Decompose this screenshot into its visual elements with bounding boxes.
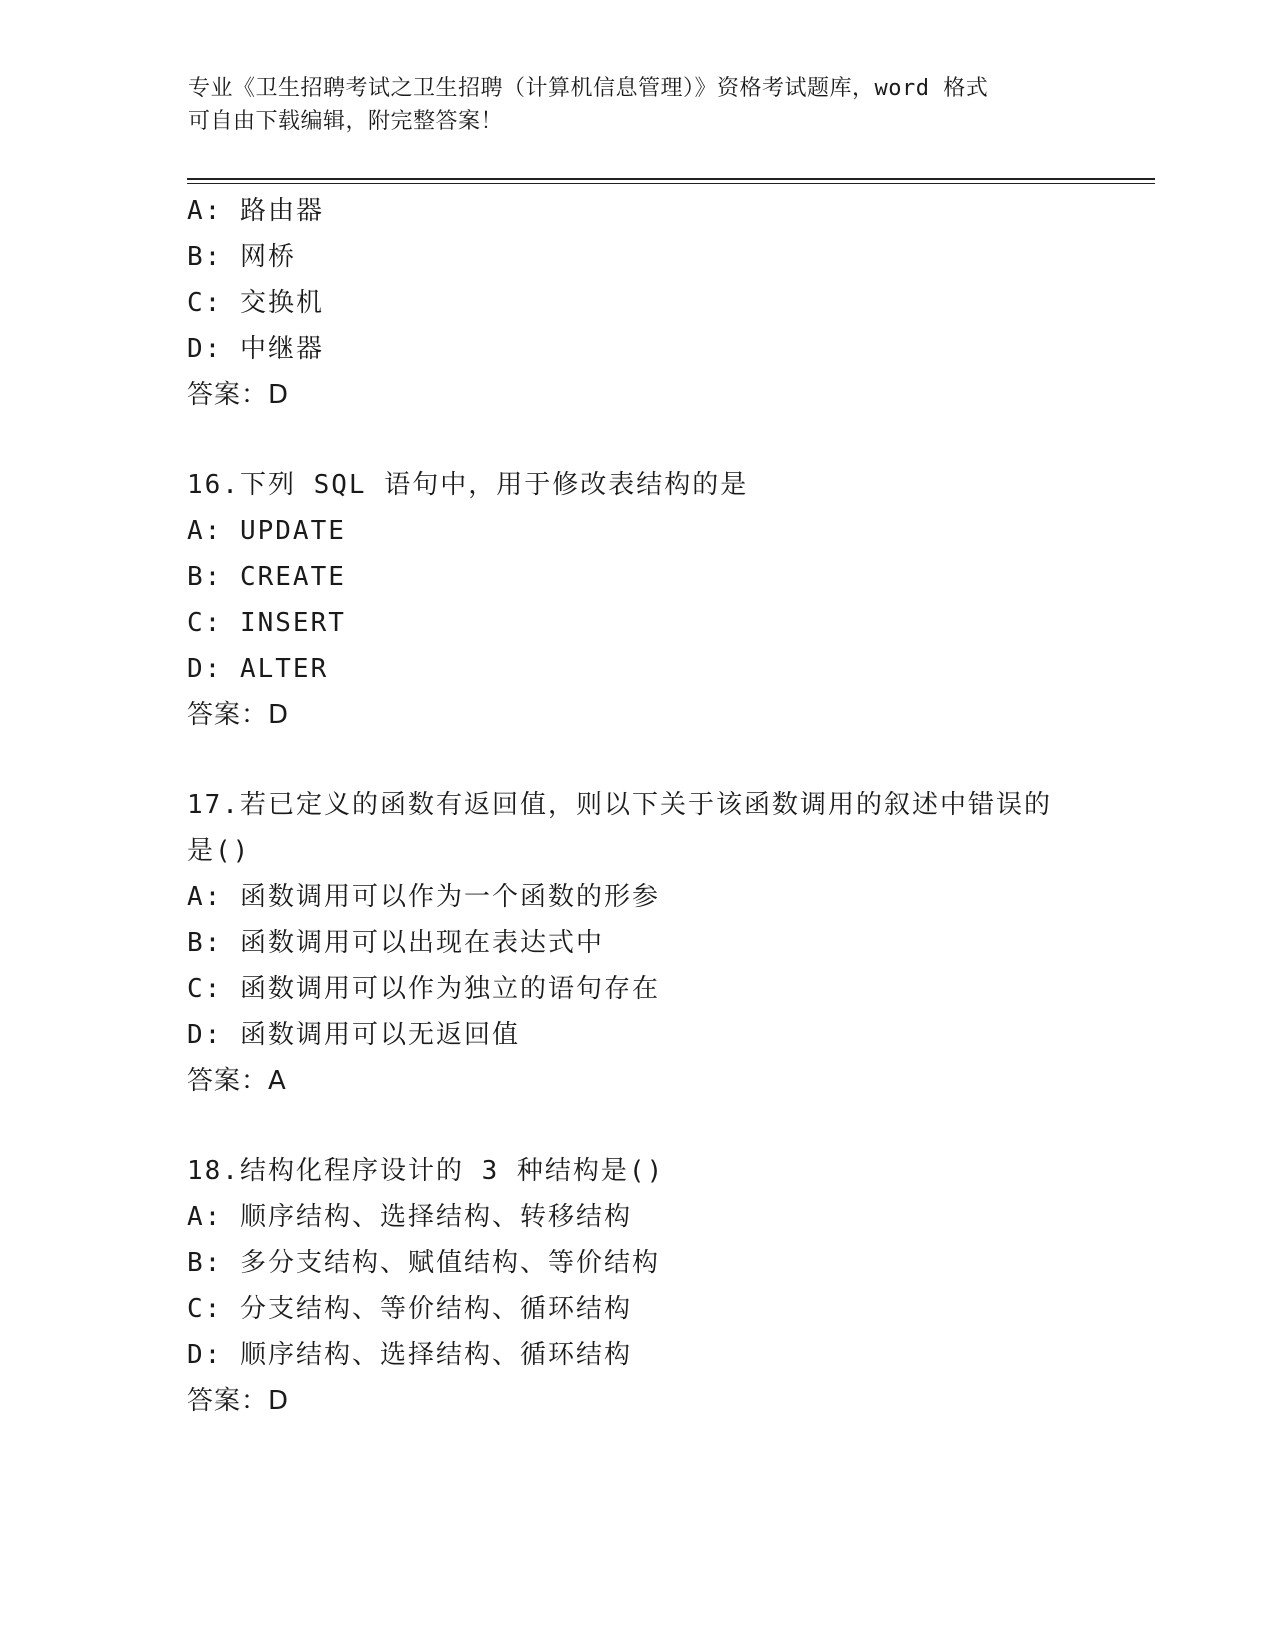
question-15 xyxy=(187,188,1147,418)
question-title: 16.下列 SQL 语句中，用于修改表结构的是 xyxy=(187,470,749,500)
question-18 xyxy=(187,1148,1147,1424)
option-a: A: 函数调用可以作为一个函数的形参 xyxy=(187,882,660,912)
header-divider xyxy=(187,178,1155,180)
option-a: A: 路由器 xyxy=(187,196,324,226)
option-c: C: 分支结构、等价结构、循环结构 xyxy=(187,1294,632,1324)
header-line-1: 专业《卫生招聘考试之卫生招聘（计算机信息管理）》资格考试题库，word 格式 xyxy=(188,76,989,101)
page-header xyxy=(188,72,1088,138)
header-line-2: 可自由下载编辑，附完整答案！ xyxy=(188,109,504,134)
option-d: D: 函数调用可以无返回值 xyxy=(187,1020,520,1050)
answer: 答案：D xyxy=(187,700,290,730)
question-17 xyxy=(187,782,1147,1104)
option-b: B: 网桥 xyxy=(187,242,296,272)
option-b: B: 多分支结构、赋值结构、等价结构 xyxy=(187,1248,660,1278)
option-d: D: 顺序结构、选择结构、循环结构 xyxy=(187,1340,632,1370)
question-title: 18.结构化程序设计的 3 种结构是() xyxy=(187,1156,665,1186)
option-b: B: 函数调用可以出现在表达式中 xyxy=(187,928,604,958)
option-c: C: INSERT xyxy=(187,608,346,638)
option-a: A: 顺序结构、选择结构、转移结构 xyxy=(187,1202,632,1232)
option-c: C: 交换机 xyxy=(187,288,324,318)
question-title-line-1: 17.若已定义的函数有返回值，则以下关于该函数调用的叙述中错误的 xyxy=(187,790,1052,820)
option-b: B: CREATE xyxy=(187,562,346,592)
answer: 答案：D xyxy=(187,380,290,410)
question-16 xyxy=(187,462,1147,738)
option-c: C: 函数调用可以作为独立的语句存在 xyxy=(187,974,660,1004)
option-a: A: UPDATE xyxy=(187,516,346,546)
option-d: D: ALTER xyxy=(187,654,329,684)
question-list xyxy=(187,188,1147,1424)
answer: 答案：A xyxy=(187,1066,287,1096)
answer: 答案：D xyxy=(187,1386,290,1416)
option-d: D: 中继器 xyxy=(187,334,324,364)
question-title-line-2: 是() xyxy=(187,836,251,866)
